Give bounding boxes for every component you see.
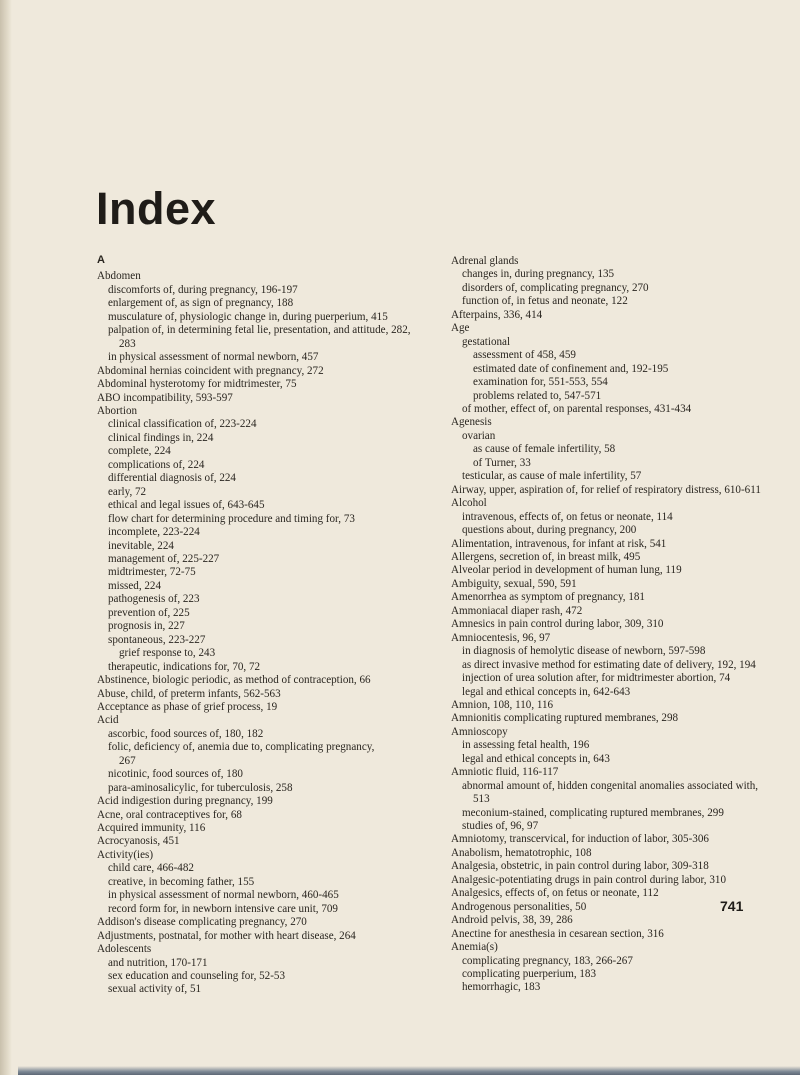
index-entry: incomplete, 223-224 bbox=[108, 526, 200, 539]
index-entry: Amniotic fluid, 116-117 bbox=[451, 766, 559, 779]
index-entry: nicotinic, food sources of, 180 bbox=[108, 768, 243, 781]
index-entry: child care, 466-482 bbox=[108, 862, 194, 875]
index-entry: function of, in fetus and neonate, 122 bbox=[462, 295, 628, 308]
index-entry: Amnion, 108, 110, 116 bbox=[451, 698, 554, 711]
index-entry: prognosis in, 227 bbox=[108, 620, 185, 633]
index-entry: injection of urea solution after, for midtrimester abortion, 74 bbox=[462, 672, 731, 685]
section-letter: A bbox=[97, 254, 105, 266]
index-entry: complicating puerperium, 183 bbox=[462, 968, 597, 981]
index-entry: in diagnosis of hemolytic disease of newborn, 597-598 bbox=[462, 645, 706, 658]
index-entry: Afterpains, 336, 414 bbox=[451, 308, 543, 321]
index-entry: Acid indigestion during pregnancy, 199 bbox=[97, 795, 273, 808]
index-entry: as direct invasive method for estimating date of delivery, 192, 194 bbox=[462, 658, 756, 671]
index-entry: and nutrition, 170-171 bbox=[108, 956, 208, 969]
index-entry: therapeutic, indications for, 70, 72 bbox=[108, 660, 261, 673]
index-entry: grief response to, 243 bbox=[119, 647, 216, 660]
index-entry: legal and ethical concepts in, 643 bbox=[462, 752, 610, 765]
index-entry: record form for, in newborn intensive care unit, 709 bbox=[108, 902, 338, 915]
index-entry: assessment of 458, 459 bbox=[473, 349, 576, 362]
index-entry: early, 72 bbox=[108, 485, 147, 498]
index-entry: midtrimester, 72-75 bbox=[108, 566, 196, 579]
index-entry: Android pelvis, 38, 39, 286 bbox=[451, 914, 573, 927]
index-entry: Amnesics in pain control during labor, 309, 310 bbox=[451, 618, 664, 631]
index-entry: spontaneous, 223-227 bbox=[108, 633, 206, 646]
index-entry: sexual activity of, 51 bbox=[108, 983, 202, 996]
index-entry: clinical classification of, 223-224 bbox=[108, 418, 257, 431]
index-entry: examination for, 551-553, 554 bbox=[473, 376, 608, 389]
index-entry: Airway, upper, aspiration of, for relief of respiratory distress, 610-611 bbox=[451, 483, 761, 496]
index-entry: problems related to, 547-571 bbox=[473, 389, 602, 402]
index-entry: complications of, 224 bbox=[108, 458, 205, 471]
index-entry: missed, 224 bbox=[108, 579, 162, 592]
index-entry: prevention of, 225 bbox=[108, 606, 190, 619]
index-entry: complicating pregnancy, 183, 266-267 bbox=[462, 954, 633, 967]
index-entry: Acceptance as phase of grief process, 19 bbox=[97, 700, 278, 713]
index-entry: Abdominal hysterotomy for midtrimester, 75 bbox=[97, 378, 297, 391]
index-entry: ovarian bbox=[462, 429, 496, 442]
index-entry: Alveolar period in development of human lung, 119 bbox=[451, 564, 682, 577]
index-entry: Ambiguity, sexual, 590, 591 bbox=[451, 577, 577, 590]
index-entry: as cause of female infertility, 58 bbox=[473, 443, 616, 456]
index-entry: hemorrhagic, 183 bbox=[462, 981, 541, 994]
index-entry: creative, in becoming father, 155 bbox=[108, 875, 255, 888]
index-entry: studies of, 96, 97 bbox=[462, 820, 539, 833]
page-number: 741 bbox=[720, 898, 744, 914]
index-entry: complete, 224 bbox=[108, 445, 171, 458]
right-entries-list bbox=[451, 255, 791, 995]
index-entry: differential diagnosis of, 224 bbox=[108, 472, 236, 485]
index-entry: ABO incompatibility, 593-597 bbox=[97, 391, 233, 404]
index-entry: meconium-stained, complicating ruptured membranes, 299 bbox=[462, 806, 724, 819]
index-entry: intravenous, effects of, on fetus or neonate, 114 bbox=[462, 510, 673, 523]
index-entry: ascorbic, food sources of, 180, 182 bbox=[108, 727, 264, 740]
index-entry: 513 bbox=[473, 793, 490, 806]
index-entry: disorders of, complicating pregnancy, 270 bbox=[462, 281, 649, 294]
page-gutter-shadow bbox=[0, 0, 12, 1075]
index-entry: Anabolism, hematotrophic, 108 bbox=[451, 846, 592, 859]
index-entry: Alcohol bbox=[451, 497, 487, 510]
index-entry: Amnionitis complicating ruptured membranes, 298 bbox=[451, 712, 679, 725]
index-entry: Analgesics, effects of, on fetus or neonate, 112 bbox=[451, 887, 659, 900]
scan-bottom-edge bbox=[18, 1066, 800, 1075]
index-entry: Adrenal glands bbox=[451, 255, 519, 267]
index-entry: Acrocyanosis, 451 bbox=[97, 835, 180, 848]
index-entry: para-aminosalicylic, for tuberculosis, 258 bbox=[108, 781, 293, 794]
index-entry: Abdominal hernias coincident with pregnancy, 272 bbox=[97, 364, 324, 377]
index-entry: Agenesis bbox=[451, 416, 492, 429]
index-entry: palpation of, in determining fetal lie, presentation, and attitude, 282, bbox=[108, 324, 411, 337]
index-entry: testicular, as cause of male infertility, 57 bbox=[462, 470, 642, 483]
index-entry: Anectine for anesthesia in cesarean section, 316 bbox=[451, 927, 664, 940]
index-entry: folic, deficiency of, anemia due to, complicating pregnancy, bbox=[108, 741, 375, 754]
index-entry: inevitable, 224 bbox=[108, 539, 174, 552]
index-entry: changes in, during pregnancy, 135 bbox=[462, 268, 615, 281]
index-entry: Amnioscopy bbox=[451, 725, 508, 738]
index-entry: gestational bbox=[462, 335, 511, 348]
index-column-left bbox=[97, 254, 437, 997]
index-entry: questions about, during pregnancy, 200 bbox=[462, 524, 637, 537]
index-entry: in physical assessment of normal newborn, 457 bbox=[108, 351, 319, 364]
index-entry: estimated date of confinement and, 192-195 bbox=[473, 362, 669, 375]
index-entry: Activity(ies) bbox=[97, 848, 154, 861]
index-entry: 267 bbox=[119, 754, 136, 767]
left-entries-list bbox=[97, 270, 437, 996]
page-title: Index bbox=[96, 183, 217, 234]
index-entry: Androgenous personalities, 50 bbox=[451, 900, 587, 913]
index-entry: Amniotomy, transcervical, for induction of labor, 305-306 bbox=[451, 833, 709, 846]
index-entry: pathogenesis of, 223 bbox=[108, 593, 200, 606]
index-entry: of Turner, 33 bbox=[473, 456, 531, 469]
index-entry: in physical assessment of normal newborn, 460-465 bbox=[108, 889, 339, 902]
index-entry: Allergens, secretion of, in breast milk, 495 bbox=[451, 550, 641, 563]
index-entry: Alimentation, intravenous, for infant at risk, 541 bbox=[451, 537, 667, 550]
index-entry: Age bbox=[451, 322, 470, 335]
index-entry: Ammoniacal diaper rash, 472 bbox=[451, 604, 583, 617]
index-entry: Amenorrhea as symptom of pregnancy, 181 bbox=[451, 591, 645, 604]
index-entry: Analgesia, obstetric, in pain control during labor, 309-318 bbox=[451, 860, 709, 873]
index-entry: Acne, oral contraceptives for, 68 bbox=[97, 808, 242, 821]
index-entry: Abstinence, biologic periodic, as method of contraception, 66 bbox=[97, 674, 371, 687]
index-entry: Acquired immunity, 116 bbox=[97, 822, 206, 835]
index-entry: 283 bbox=[119, 337, 136, 350]
index-entry: Acid bbox=[97, 714, 119, 727]
index-entry: Amniocentesis, 96, 97 bbox=[451, 631, 551, 644]
index-entry: legal and ethical concepts in, 642-643 bbox=[462, 685, 631, 698]
index-entry: Adjustments, postnatal, for mother with heart disease, 264 bbox=[97, 929, 356, 942]
index-entry: flow chart for determining procedure and timing for, 73 bbox=[108, 512, 355, 525]
index-entry: Addison's disease complicating pregnancy, 270 bbox=[97, 916, 307, 929]
index-entry: discomforts of, during pregnancy, 196-197 bbox=[108, 283, 298, 296]
index-entry: enlargement of, as sign of pregnancy, 188 bbox=[108, 297, 294, 310]
index-entry: Abuse, child, of preterm infants, 562-563 bbox=[97, 687, 281, 700]
index-entry: Analgesic-potentiating drugs in pain control during labor, 310 bbox=[451, 873, 726, 886]
index-entry: ethical and legal issues of, 643-645 bbox=[108, 499, 265, 512]
index-entry: musculature of, physiologic change in, during puerperium, 415 bbox=[108, 310, 388, 323]
index-entry: Abdomen bbox=[97, 270, 141, 283]
index-entry: Adolescents bbox=[97, 943, 152, 956]
index-entry: management of, 225-227 bbox=[108, 552, 220, 565]
index-entry: in assessing fetal health, 196 bbox=[462, 739, 590, 752]
index-entry: abnormal amount of, hidden congenital anomalies associated with, bbox=[462, 779, 759, 792]
index-column-right bbox=[451, 255, 791, 995]
index-entry: of mother, effect of, on parental responses, 431-434 bbox=[462, 402, 692, 415]
index-entry: sex education and counseling for, 52-53 bbox=[108, 970, 286, 983]
index-entry: Anemia(s) bbox=[451, 941, 498, 954]
index-entry: Abortion bbox=[97, 404, 138, 417]
index-entry: clinical findings in, 224 bbox=[108, 431, 214, 444]
